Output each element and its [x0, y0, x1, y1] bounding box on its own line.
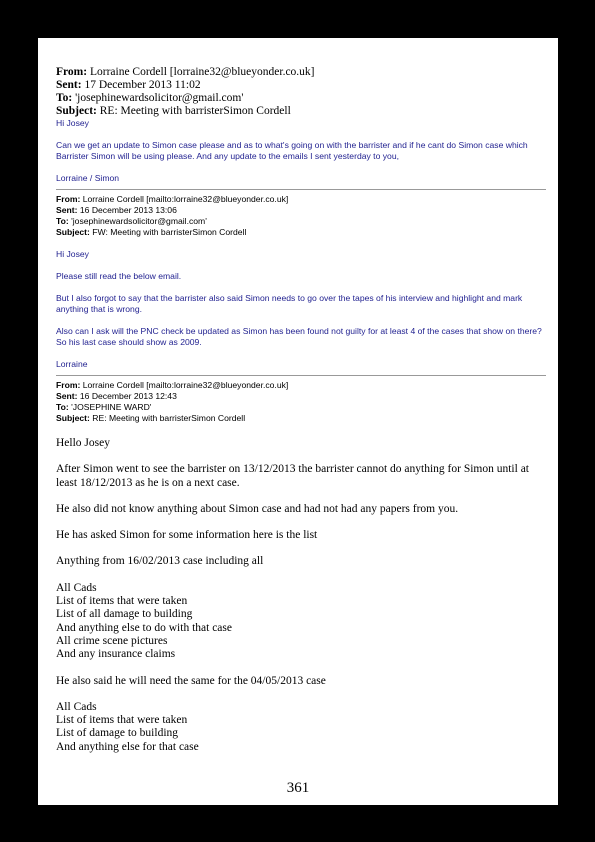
list-item: All crime scene pictures: [56, 634, 168, 647]
email3-greeting: Hello Josey: [56, 437, 110, 449]
list-item: All Cads: [56, 700, 97, 713]
list-item: List of damage to building: [56, 727, 179, 740]
email3-header: [56, 380, 546, 424]
email3-paragraph-3: He has asked Simon for some information here is the list: [56, 529, 318, 542]
email1-greeting: Hi Josey: [56, 118, 89, 128]
list-item: All Cads: [56, 581, 97, 594]
email3-to: To: 'JOSEPHINE WARD': [56, 402, 152, 412]
email1-paragraph: Can we get an update to Simon case please and as to what's going on with the barrister and if he cant do Simon case which Barrister Simon will be using please. And any update to the emails I sent yesterday to you,: [56, 140, 528, 161]
email3-sent: Sent: 16 December 2013 12:43: [56, 391, 177, 401]
email2-body: [56, 249, 546, 370]
email3-from: From: Lorraine Cordell [mailto:lorraine32@blueyonder.co.uk]: [56, 380, 289, 390]
email1-body: [56, 118, 546, 184]
email3-list-1: [56, 582, 546, 662]
email3-paragraph-2: He also did not know anything about Simon case and had not had any papers from you.: [56, 502, 459, 515]
list-item: And any insurance claims: [56, 648, 176, 661]
list-item: List of all damage to building: [56, 608, 193, 621]
email3-paragraph-5: He also said he will need the same for the 04/05/2013 case: [56, 674, 326, 687]
email2-sent: Sent: 16 December 2013 13:06: [56, 205, 177, 215]
email2-paragraph-2: But I also forgot to say that the barrister also said Simon needs to go over the tapes of his interview and highlight and mark anything that is wrong.: [56, 293, 523, 314]
email3-paragraph-4: Anything from 16/02/2013 case including all: [56, 555, 264, 568]
email1-signoff: Lorraine / Simon: [56, 173, 120, 183]
page-number: 361: [286, 780, 310, 796]
document-page: [38, 38, 558, 805]
email2-header: [56, 194, 546, 238]
email2-subject: Subject: FW: Meeting with barristerSimon Cordell: [56, 227, 247, 237]
email1-header: [56, 66, 546, 118]
list-item: List of items that were taken: [56, 714, 188, 727]
email2-greeting: Hi Josey: [56, 249, 89, 259]
divider: [56, 375, 546, 376]
email3-subject: Subject: RE: Meeting with barristerSimon Cordell: [56, 413, 246, 423]
email-thread: [56, 66, 546, 754]
email2-from: From: Lorraine Cordell [mailto:lorraine32@blueyonder.co.uk]: [56, 194, 289, 204]
email3-paragraph-1: After Simon went to see the barrister on 13/12/2013 the barrister cannot do anything for Simon until at least 18/12/2013 as he is on a next case.: [56, 463, 529, 489]
email2-signoff: Lorraine: [56, 359, 88, 369]
email3-body: [56, 437, 546, 754]
email1-subject: Subject: RE: Meeting with barristerSimon Cordell: [56, 105, 291, 117]
list-item: List of items that were taken: [56, 595, 188, 608]
list-item: And anything else to do with that case: [56, 621, 232, 634]
email3-list-2: [56, 701, 546, 754]
email1-to: To: 'josephinewardsolicitor@gmail.com': [56, 92, 244, 104]
divider: [56, 189, 546, 190]
email2-paragraph-3: Also can I ask will the PNC check be updated as Simon has been found not guilty for at least 4 of the cases that show on there? So his last case should show as 2009.: [56, 326, 542, 347]
email2-to: To: 'josephinewardsolicitor@gmail.com': [56, 216, 207, 226]
email2-paragraph-1: Please still read the below email.: [56, 271, 182, 281]
list-item: And anything else for that case: [56, 740, 199, 753]
email1-sent: Sent: 17 December 2013 11:02: [56, 79, 201, 91]
email1-from: From: Lorraine Cordell [lorraine32@blueyonder.co.uk]: [56, 66, 315, 78]
